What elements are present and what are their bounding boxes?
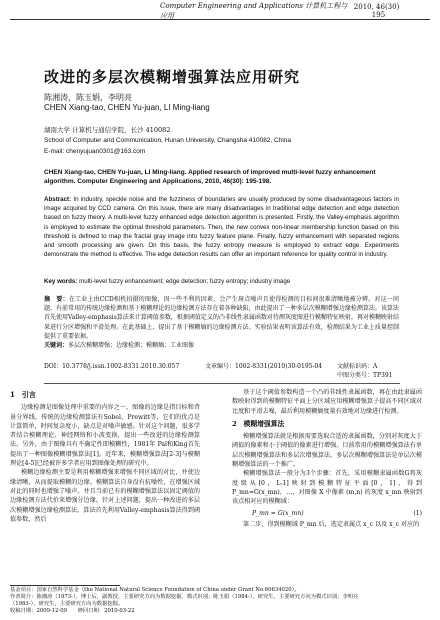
doi: DOI：10.3778/j.issn.1002-8331.2010.30.057: [44, 363, 180, 370]
abstract-rule: [44, 383, 400, 384]
footnote-dates: 收稿日期：2009-12-09 修回日期：2010-03-22: [10, 608, 135, 614]
abstract-english: [44, 195, 399, 259]
author-email: E-mail: chenyujuan0301@163.com: [44, 148, 146, 155]
paper-title: 改进的多层次模糊增强算法应用研究: [44, 68, 301, 86]
keywords-cn-label: 关键词：: [44, 342, 69, 350]
section-1-heading: 1 引言: [10, 390, 36, 399]
equation-1-number: (1): [413, 509, 422, 517]
authors-chinese: 陈湘涛，陈玉娟，李明亮: [44, 93, 132, 102]
footnote-bio-1: 作者简介：陈湘涛（1973-），博士后，副教授，主要研究方向为数据挖掘、模式识别；陈玉娟（1984-），研究生，主要研究方向为模式识别；李明亮: [10, 594, 359, 600]
method-paragraph-3: 第二步，得到模糊域 P_mn 后，选定隶属点 x_c 以及 x_c 对应的: [242, 520, 420, 528]
affiliation-chinese: 湖南大学 计算机与通信学院，长沙 410082: [44, 126, 171, 134]
keywords-chinese: [44, 341, 399, 350]
keywords-label: Key words:: [44, 278, 78, 285]
footnote-rule: [10, 585, 120, 586]
equation-1: [232, 509, 422, 518]
document-code: 文献标识码：A: [337, 363, 378, 370]
keywords-cn-text: 多层次模糊增强；边缘检测；模糊熵；工业图像: [68, 342, 195, 350]
keywords-text: multi-level fuzzy enhancement; edge detection; fuzzy entropy; industry image: [77, 278, 291, 285]
abstract-label: Abstract:: [44, 196, 72, 203]
journal-name: Computer Engineering and Applications 计算机工程与应用: [160, 2, 348, 20]
page-number: 195: [371, 11, 386, 19]
header-rule: [10, 19, 430, 20]
abstract-chinese: [44, 295, 399, 350]
body-left-column: [10, 388, 200, 524]
article-number: 文章编号：1002-8331(2010)30-0195-04: [205, 363, 323, 370]
abstract-text: In industry, speckle noise and the fuzziness of boundaries are usually produced by some disadvantageous factors in image acquired by CCD camera. On this issue, there are many disadvantages in traditional edge detection and edge detection based on fuzzy theory. A multi-level fuzzy enhanced edge detection algorithm is presented. Firstly, the Valley-emphasis algorithm is employed to estimate the optimal threshold parameters. Then, the new convex non-linear membership function based on this threshold is defined to map the fractal gray image into fuzzy feature plane. Finally, fuzzy enhancement with separated regions and smooth processing are given. On this basis, the fuzzy entropy measure is employed to extract edge. Experiments demonstrate the method is effective. The edge detection results can offer an important reference for quality control in industry.: [44, 196, 399, 259]
zhaiyao-label: 摘 要：: [44, 296, 69, 303]
body-right-column: [232, 388, 422, 529]
classification-number: 中图分类号：TP391: [337, 372, 393, 379]
footnote-bio-2: （1983-），研究生，主要研究方向为数据挖掘。: [10, 601, 124, 607]
method-paragraph-1: 模糊增强算法就是根据需要选取合适的隶属函数，分别对灰度大于阈值的像素和小于阈值的像素进行增强。目前常用的模糊增强算法有单层次模糊增强算法和多层次增强算法。多层次模糊增强算法是单层次模糊增强算法的一个推广。: [232, 433, 422, 469]
method-paragraph-2: 模糊增强算法一般分为3个步骤：首先，采用模糊隶属函数G将灰度级从[0，L-1]映射到模糊特征平面[0，1]，得到P_mn=G(x_mn)，…，对图像 X 中像素 (m,n) 的灰度 x_mn 映射到该点相对应的模糊域：: [232, 470, 422, 506]
intro-paragraph-3: 基于这个阈值参数构造一个凸的非线性隶属函数，再在由此隶属函数映射得到的模糊特征平面上分区域应用模糊增强算子提高不同区域对比度和平滑去噪，最后利用模糊熵度量有效地对边缘进行检测。: [232, 389, 422, 415]
issue-number: 2010, 46(30): [353, 3, 400, 11]
running-header: [10, 4, 430, 18]
zhaiyao-text: 在工业上由CCD相机拍摄的图像，因一些不利的因素，会产生斑点噪声且使得检测的目标间很难清晰地被分辨。对这一问题，有前常用的传统边缘检测和基于模糊理论的边缘检测方法存在着各种缺陷，由此提出了一种多层次模糊增强边缘检测算法。该算法首先使用Valley-emphasis算法来计算阈值参数，根据阈值定义的凸非线性隶属函数对待测灰度图进行模糊特征映射，再对模糊映射结果进行分区增强和平滑处理。在此基础上，提出了基于模糊熵的边缘检测方法。实验结果表明该算法有效，检测结果为工业上质量控制提供了重要依据。: [44, 296, 399, 340]
section-2-heading: 2 模糊增强算法: [232, 419, 285, 428]
issue-info: [354, 3, 430, 19]
authors-english: CHEN Xiang-tao, CHEN Yu-juan, LI Ming-liang: [44, 103, 210, 112]
equation-1-body: P_mn = G(x_mn): [252, 509, 304, 517]
footnote-fund: 基金项目：国家自然科学基金（the National Natural Science Foundation of China under Grant No.60634020）。: [10, 587, 300, 593]
citation-block: CHEN Xiang-tao, CHEN Yu-juan, LI Ming-liang. Applied research of improved multi-level fuzzy enhancement algorithm. Computer Engineering and Applications, 2010, 46(30): 195-198.: [44, 169, 376, 185]
intro-paragraph-2: 模糊边缘检测主要是利用模糊增强来增强不同区域的对比，并使边缘清晰，从而提取模糊的边缘。模糊算法自身没有抗噪性，在增强区域对比的同时也增强了噪声。并且当前已有的模糊增强算法以固定阈值的边缘检测方法代价来增强分边缘。针对上述问题，提出一种改进的多层次模糊增强边缘检测算法，算法首先利用Valley-emphasis算法得到阈值参数，然后: [10, 469, 200, 523]
keywords-english: [44, 277, 399, 286]
intro-paragraph-1: 边缘检测是图像处理中重要的内容之一，图像的边缘是指目标和背景分界线。传统的边缘检测算法有Sobel、Prewitt等，它们的优点是计算简单，时间复杂度小，缺点是对噪声敏感。针对这个问题，很多学者结合模糊理论、神经网络和小波变换，提出一些改进的边缘检测算法。另外，由于图像具有不确定性即模糊性，1981年 Pal和King首先提出了一种图像模糊增强算法[1]。近年来，模糊增强算法[2-3]与模糊理论[4-5]已经被许多学者应用到图像处理的研究中。: [10, 404, 200, 468]
affiliation-english: School of Computer and Communication, Hunan University, Changsha 410082, China: [44, 137, 292, 144]
